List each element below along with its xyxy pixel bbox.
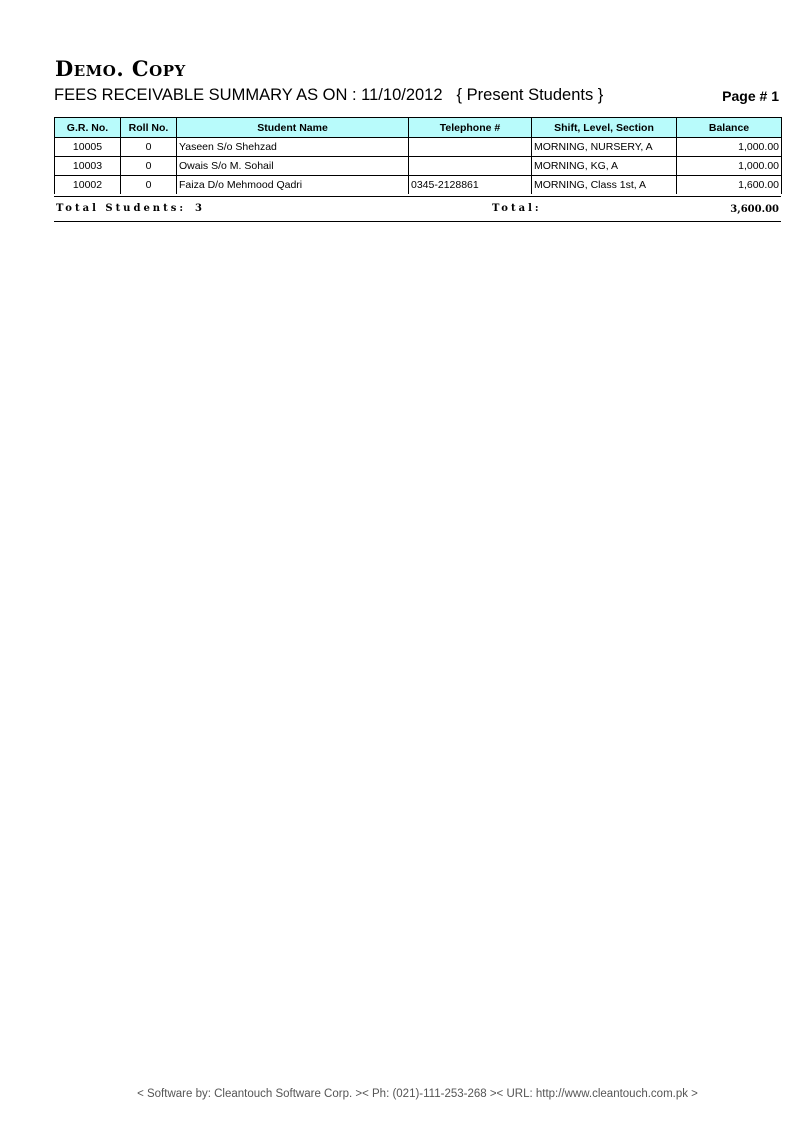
gr-no-cell: 10002 [55,176,121,195]
grand-total-label: Total: [492,203,542,214]
roll-no-cell: 0 [121,138,177,157]
table-row [55,176,782,195]
telephone-cell [409,157,532,176]
column-header-shift-level-section: Shift, Level, Section [532,118,677,138]
total-students-value: 3 [195,203,202,214]
column-header-student-name: Student Name [177,118,409,138]
telephone-cell: 0345-2128861 [409,176,532,195]
column-header-telephone: Telephone # [409,118,532,138]
totals-summary [54,196,781,222]
gr-no-cell: 10005 [55,138,121,157]
page-number: Page # 1 [722,88,779,104]
roll-no-cell: 0 [121,157,177,176]
demo-copy-title: Demo. Copy [55,56,186,81]
fees-table [54,117,782,194]
shift-level-section-cell: MORNING, NURSERY, A [532,138,677,157]
report-title [54,86,603,105]
report-title-text: FEES RECEIVABLE SUMMARY AS ON : 11/10/2012 [54,86,443,104]
report-subtitle: { Present Students } [456,86,604,104]
student-name-cell: Faiza D/o Mehmood Qadri [177,176,409,195]
roll-no-cell: 0 [121,176,177,195]
total-students-label: Total Students: [56,203,187,214]
grand-total-value: 3,600.00 [730,204,779,215]
column-header-roll-no: Roll No. [121,118,177,138]
table-row [55,138,782,157]
table-header-row [55,118,782,138]
student-name-cell: Yaseen S/o Shehzad [177,138,409,157]
gr-no-cell: 10003 [55,157,121,176]
column-header-gr-no: G.R. No. [55,118,121,138]
balance-cell: 1,600.00 [677,176,782,195]
software-credit-footer: < Software by: Cleantouch Software Corp. >< Ph: (021)-111-253-268 >< URL: http://www.cleantouch.com.pk > [137,1088,698,1100]
table-row [55,157,782,176]
balance-cell: 1,000.00 [677,138,782,157]
balance-cell: 1,000.00 [677,157,782,176]
telephone-cell [409,138,532,157]
student-name-cell: Owais S/o M. Sohail [177,157,409,176]
shift-level-section-cell: MORNING, Class 1st, A [532,176,677,195]
shift-level-section-cell: MORNING, KG, A [532,157,677,176]
column-header-balance: Balance [677,118,782,138]
